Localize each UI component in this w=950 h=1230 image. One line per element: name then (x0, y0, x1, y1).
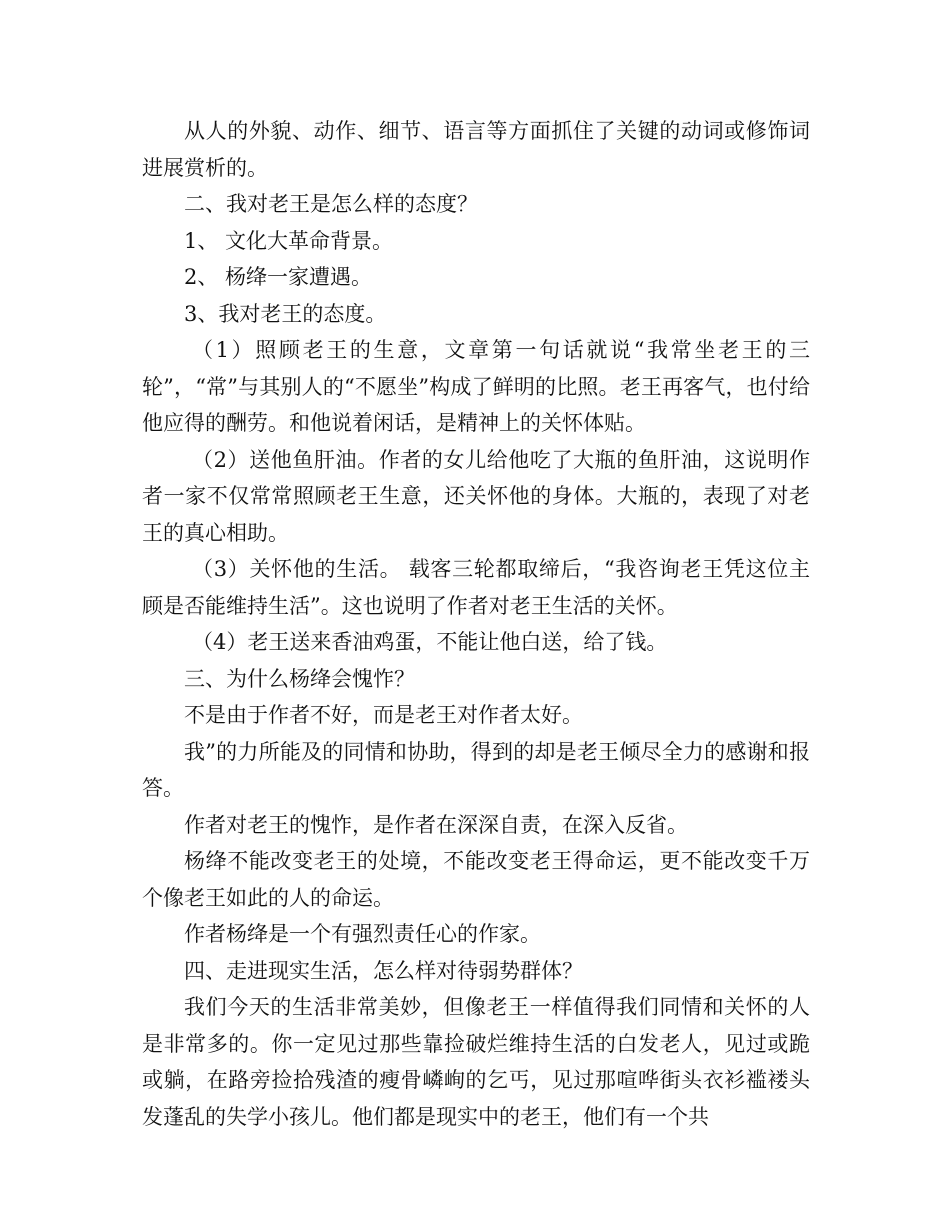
paragraph-cannot-change: 杨绛不能改变老王的处境，不能改变老王得命运，更不能改变千万个像老王如此的人的命运。 (142, 849, 810, 910)
document-page (142, 113, 810, 1135)
paragraph-point-one: （1）照顾老王的生意，文章第一句话就说“我常坐老王的三轮”，“常”与其别人的“不愿坐”构成了鲜明的比照。老王再客气，也付给他应得的酬劳。和他说着闲话，是精神上的关怀体贴。 (142, 338, 810, 435)
heading-section-two: 二、我对老王是怎么样的态度？ (184, 192, 478, 216)
heading-section-three: 三、为什么杨绛会愧怍？ (184, 666, 415, 691)
paragraph-self-reflection: 作者对老王的愧怍，是作者在深深自责，在深入反省。 (184, 812, 688, 837)
paragraph-point-three: （3）关怀他的生活。 载客三轮都取缔后，“我咨询老王凭这位主顾是否能维持生活”。这也说明了作者对老王生活的关怀。 (142, 557, 810, 618)
list-item-attitude: 3、我对老王的态度。 (184, 301, 387, 326)
paragraph-analysis-method: 从人的外貌、动作、细节、语言等方面抓住了关键的动词或修饰词进展赏析的。 (142, 119, 810, 180)
heading-section-four: 四、走进现实生活，怎么样对待弱势群体？ (184, 958, 583, 983)
paragraph-gratitude: 我”的力所能及的同情和协助，得到的却是老王倾尽全力的感谢和报答。 (142, 739, 810, 800)
paragraph-point-four: （4）老王送来香油鸡蛋，不能让他白送，给了钱。 (192, 630, 668, 654)
paragraph-vulnerable-groups: 我们今天的生活非常美妙，但像老王一样值得我们同情和关怀的人是非常多的。你一定见过那些靠捡破烂维持生活的白发老人，见过或跪或躺，在路旁捡拾残渣的瘦骨嶙峋的乞丐，见过那喧哗街头衣衫褴褛头发蓬乱的失学小孩儿。他们都是现实中的老王，他们有一个共 (142, 995, 810, 1129)
paragraph-reason: 不是由于作者不好，而是老王对作者太好。 (184, 703, 583, 727)
paragraph-point-two: （2）送他鱼肝油。作者的女儿给他吃了大瓶的鱼肝油，这说明作者一家不仅常常照顾老王生意，还关怀他的身体。大瓶的，表现了对老王的真心相助。 (142, 447, 810, 545)
list-item-family-experience: 2、 杨绛一家遭遇。 (184, 265, 373, 289)
list-item-background: 1、 文化大革命背景。 (184, 228, 394, 253)
paragraph-responsible-writer: 作者杨绛是一个有强烈责任心的作家。 (184, 922, 541, 946)
